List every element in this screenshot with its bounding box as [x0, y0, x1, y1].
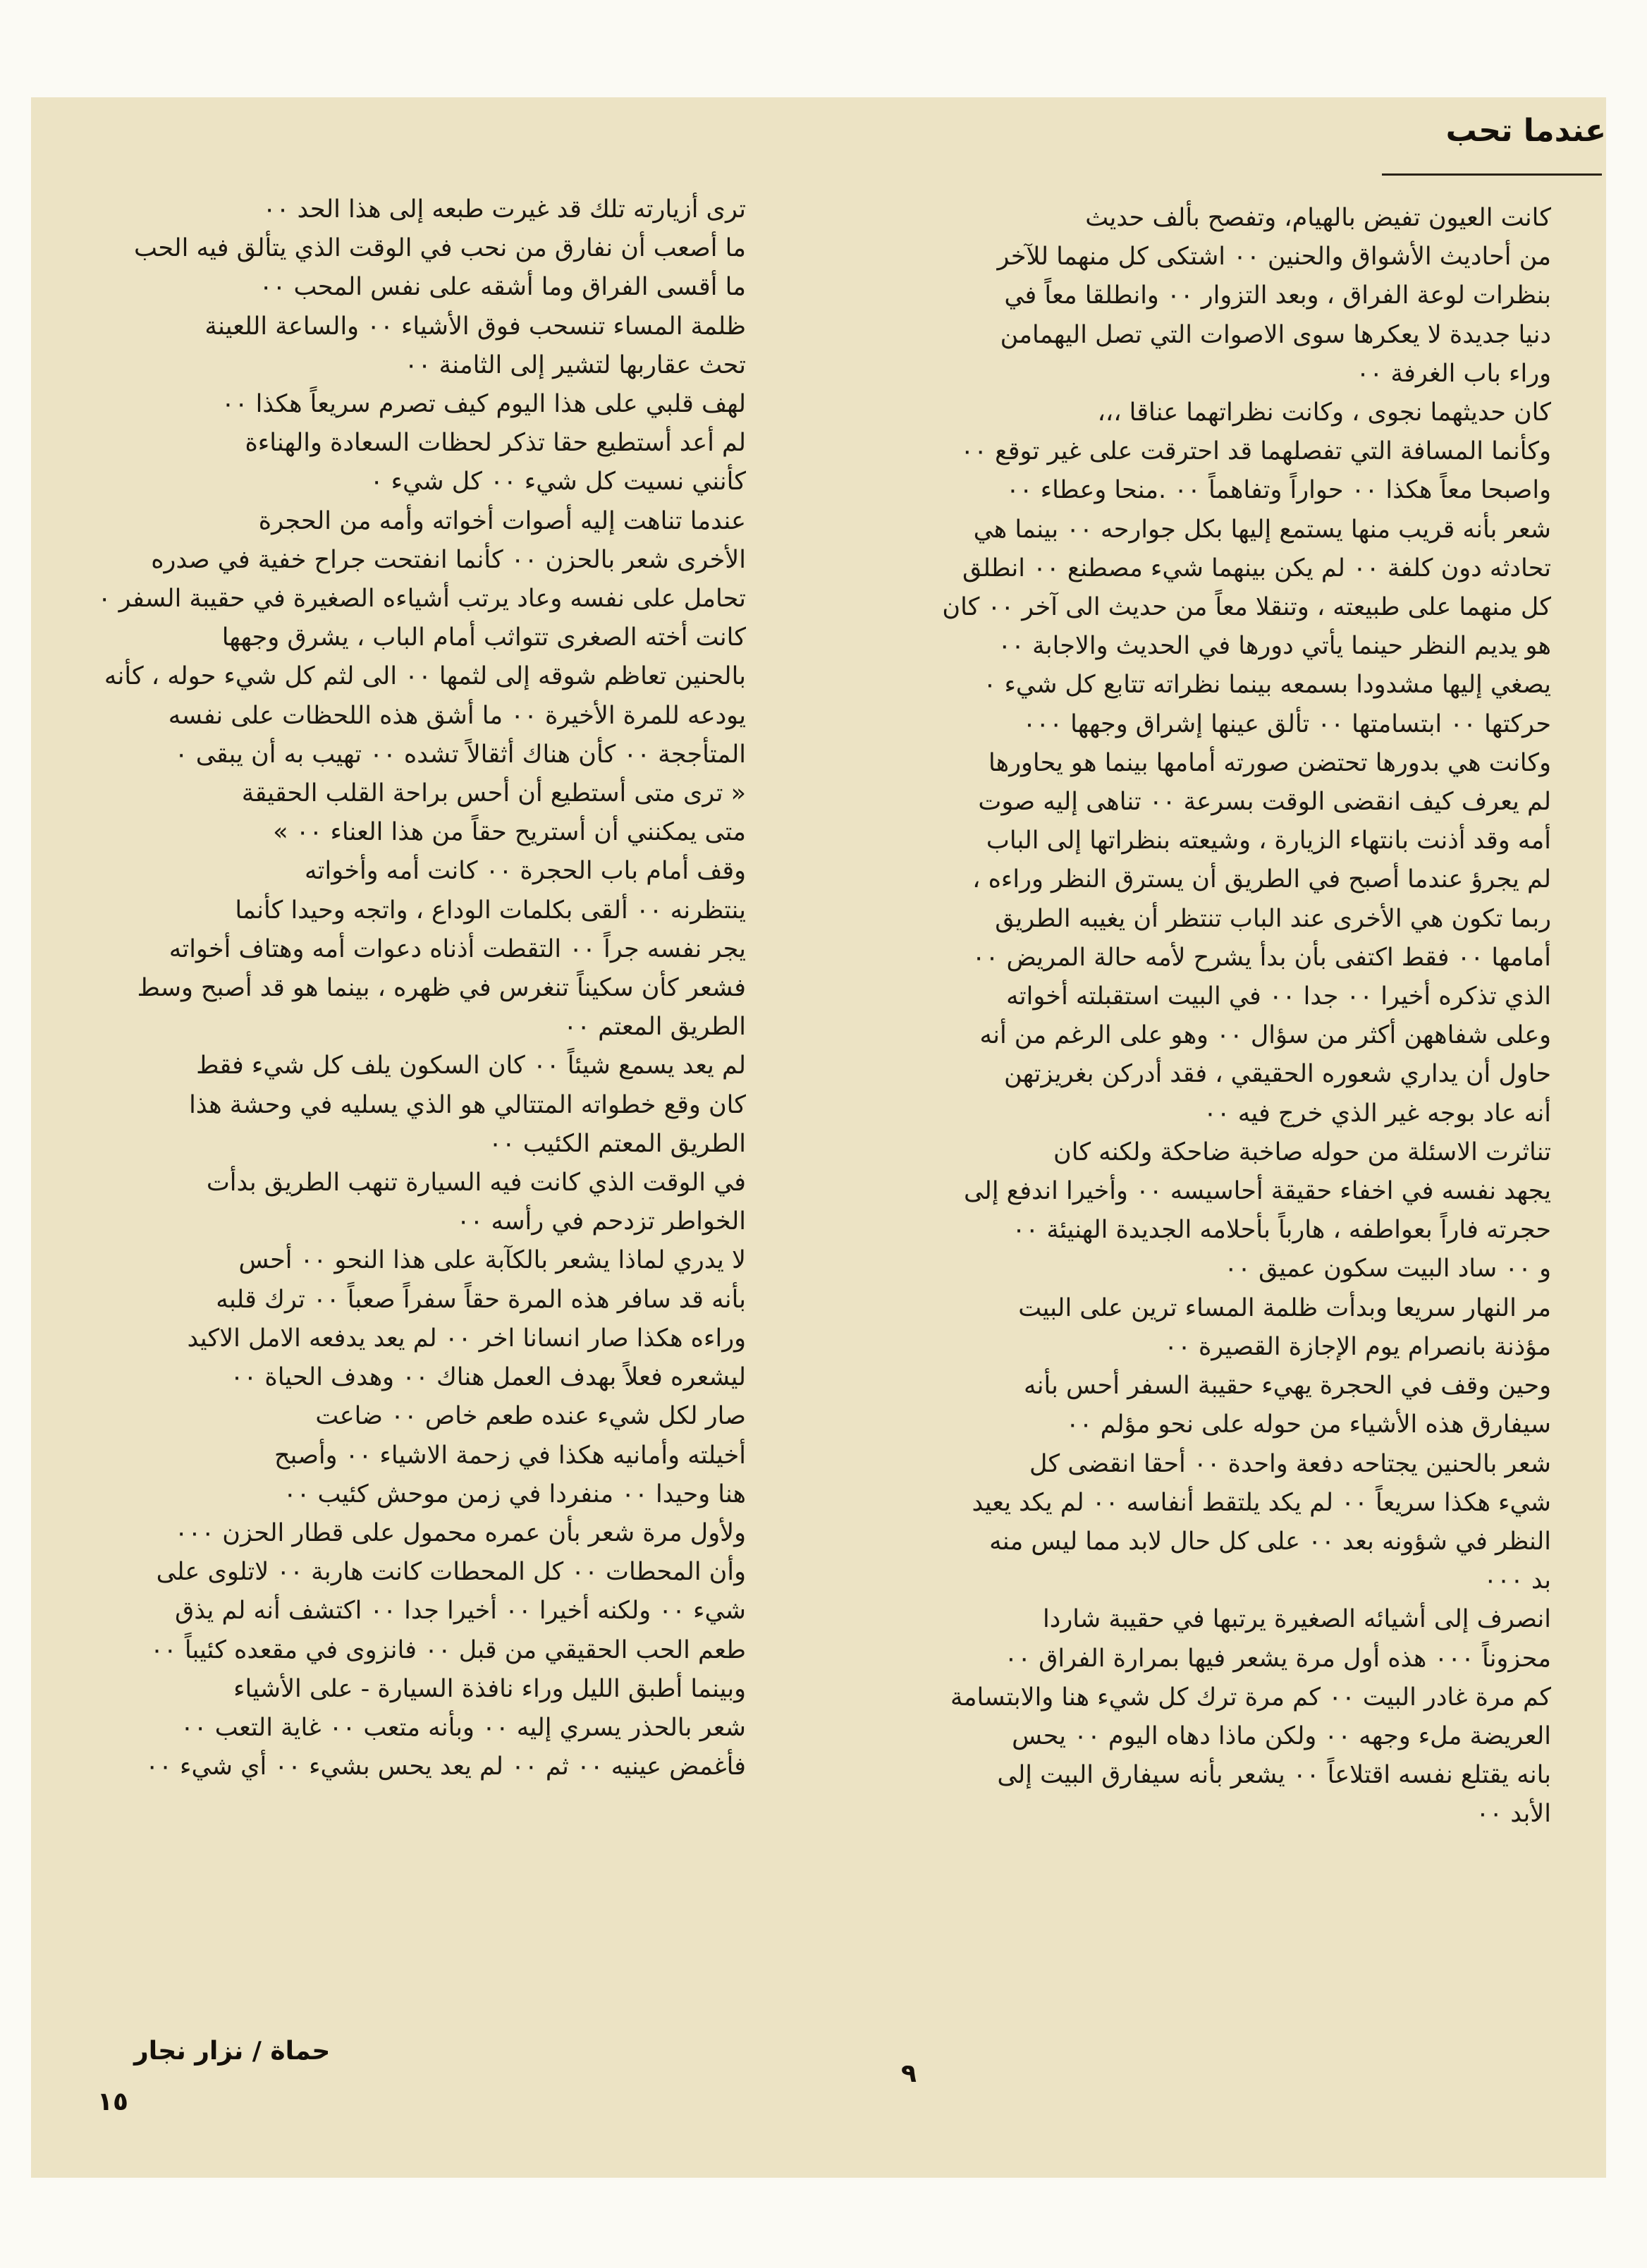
article-title: عندما تحب [1445, 113, 1606, 149]
author-signature: حماة / نزار نجار [134, 2037, 331, 2066]
text-column-left: ترى أزيارته تلك قد غيرت طبعه إلى هذا الحد ٠٠ ما أصعب أن نفارق من نحب في الوقت الذي يتألق فيه الحب ما أقسى الفراق وما أشقه على نفس المحب ٠٠ ظلمة المساء تنسحب فوق الأشياء ٠٠ والساعة اللعينة تحث عقاربها لتشير إلى الثامنة ٠٠ لهف قلبي على هذا اليوم كيف تصرم سريعاً هكذا ٠٠ لم أعد أستطيع حقا تذكر لحظات السعادة والهناءة كأنني نسيت كل شيء ٠٠ كل شيء ٠ عندما تناهت إليه أصوات أخواته وأمه من الحجرة الأخرى شعر بالحزن ٠٠ كأنما انفتحت جراح خفية في صدره تحامل على نفسه وعاد يرتب أشياءه الصغيرة في حقيبة السفر ٠ كانت أخته الصغرى تتواثب أمام الباب ، يشرق وجهها بالحنين تعاظم شوقه إلى لثمها ٠٠ الى لثم كل شيء حوله ، كأنه يودعه للمرة الأخيرة ٠٠ ما أشق هذه اللحظات على نفسه المتأججة ٠٠ كأن هناك أثقالاً تشده ٠٠ تهيب به أن يبقى ٠ « ترى متى أستطيع أن أحس براحة القلب الحقيقة متى يمكنني أن أستريح حقاً من هذا العناء ٠٠ » وقف أمام باب الحجرة ٠٠ كانت أمه وأخواته ينتظرنه ٠٠ ألقى بكلمات الوداع ، واتجه وحيدا كأنما يجر نفسه جراً ٠٠ التقطت أذناه دعوات أمه وهتاف أخواته فشعر كأن سكيناً تنغرس في ظهره ، بينما هو قد أصبح وسط الطريق المعتم ٠٠ لم يعد يسمع شيئاً ٠٠ كان السكون يلف كل شيء فقط كان وقع خطواته المتتالي هو الذي يسليه في وحشة هذا الطريق المعتم الكئيب ٠٠ في الوقت الذي كانت فيه السيارة تنهب الطريق بدأت الخواطر تزدحم في رأسه ٠٠ لا يدري لماذا يشعر بالكآبة على هذا النحو ٠٠ أحس بأنه قد سافر هذه المرة حقاً سفراً صعباً ٠٠ ترك قلبه وراءه هكذا صار انسانا اخر ٠٠ لم يعد يدفعه الامل الاكيد ليشعره فعلاً بهدف العمل هناك ٠٠ وهدف الحياة ٠٠ صار لكل شيء عنده طعم خاص ٠٠ ضاعت أخيلته وأمانيه هكذا في زحمة الاشياء ٠٠ وأصبح هنا وحيدا ٠٠ منفردا في زمن موحش كئيب ٠٠ ولأول مرة شعر بأن عمره محمول على قطار الحزن ٠٠٠ وأن المحطات ٠٠ كل المحطات كانت هاربة ٠٠ لاتلوى على شيء ٠٠ ولكنه أخيرا ٠٠ أخيرا جدا ٠٠ اكتشف أنه لم يذق طعم الحب الحقيقي من قبل ٠٠ فانزوى في مقعده كئيباً ٠٠ وبينما أطبق الليل وراء نافذة السيارة - على الأشياء شعر بالحذر يسري إليه ٠٠ وبأنه متعب ٠٠ غاية التعب ٠٠ فأغمض عينيه ٠٠ ثم ٠٠ لم يعد يحس بشيء ٠٠ أي شيء ٠٠ [97, 195, 746, 1781]
text-column-right: كانت العيون تفيض بالهيام، وتفصح بألف حديث من أحاديث الأشواق والحنين ٠٠ اشتكى كل منهما للآخر بنظرات لوعة الفراق ، وبعد التزوار ٠٠ وانطلقا معاً في دنيا جديدة لا يعكرها سوى الاصوات التي تصل اليهمامن وراء باب الغرفة ٠٠ كان حديثهما نجوى ، وكانت نظراتهما عناقا ،،، وكأنما المسافة التي تفصلهما قد احترقت على غير توقع ٠٠ واصبحا معاً هكذا ٠٠ حواراً وتفاهماً ٠٠ .منحا وعطاء ٠٠ شعر بأنه قريب منها يستمع إليها بكل جوارحه ٠٠ بينما هي تحادثه دون كلفة ٠٠ لم يكن بينهما شيء مصطنع ٠٠ انطلق كل منهما على طبيعته ، وتنقلا معاً من حديث الى آخر ٠٠ كان هو يديم النظر حينما يأتي دورها في الحديث والاجابة ٠٠ يصغي إليها مشدودا بسمعه بينما نظراته تتابع كل شيء ٠ حركتها ٠٠ ابتسامتها ٠٠ تألق عينها إشراق وجهها ٠٠٠ وكانت هي بدورها تحتضن صورته أمامها بينما هو يحاورها لم يعرف كيف انقضى الوقت بسرعة ٠٠ تناهى إليه صوت أمه وقد أذنت بانتهاء الزيارة ، وشيعته بنظراتها إلى الباب لم يجرؤ عندما أصبح في الطريق أن يسترق النظر وراءه ، ربما تكون هي الأخرى عند الباب تنتظر أن يغيبه الطريق أمامها ٠٠ فقط اكتفى بأن بدأ يشرح لأمه حالة المريض ٠٠ الذي تذكره أخيرا ٠٠ جدا ٠٠ في البيت استقبلته أخواته وعلى شفاههن أكثر من سؤال ٠٠ وهو على الرغم من أنه حاول أن يداري شعوره الحقيقي ، فقد أدركن بغريزتهن أنه عاد بوجه غير الذي خرج فيه ٠٠ تناثرت الاسئلة من حوله صاخبة ضاحكة ولكنه كان يجهد نفسه في اخفاء حقيقة أحاسيسه ٠٠ وأخيرا اندفع إلى حجرته فاراً بعواطفه ، هارباً بأحلامه الجديدة الهنيئة ٠٠ و ٠٠ ساد البيت سكون عميق ٠٠ مر النهار سريعا وبدأت ظلمة المساء ترين على البيت مؤذنة بانصرام يوم الإجازة القصيرة ٠٠ وحين وقف في الحجرة يهيء حقيبة السفر أحس بأنه سيفارق هذه الأشياء من حوله على نحو مؤلم ٠٠ شعر بالحنين يجتاحه دفعة واحدة ٠٠ أحقا انقضى كل شيء هكذا سريعاً ٠٠ لم يكد يلتقط أنفاسه ٠٠ لم يكد يعيد النظر في شؤونه بعد ٠٠ على كل حال لابد مما ليس منه بد ٠٠٠ انصرف إلى أشيائه الصغيرة يرتبها في حقيبة شاردا محزوناً ٠٠٠ هذه أول مرة يشعر فيها بمرارة الفراق ٠٠ كم مرة غادر البيت ٠٠ كم مرة ترك كل شيء هنا والابتسامة العريضة ملء وجهه ٠٠ ولكن ماذا دهاه اليوم ٠٠ يحس بانه يقتلع نفسه اقتلاعاً ٠٠ يشعر بأنه سيفارق البيت إلى الأبد ٠٠ [942, 204, 1551, 1829]
page-number-right: ٩ [901, 2059, 917, 2088]
page-number-left: ١٥ [97, 2087, 128, 2116]
title-rule [1382, 173, 1602, 176]
